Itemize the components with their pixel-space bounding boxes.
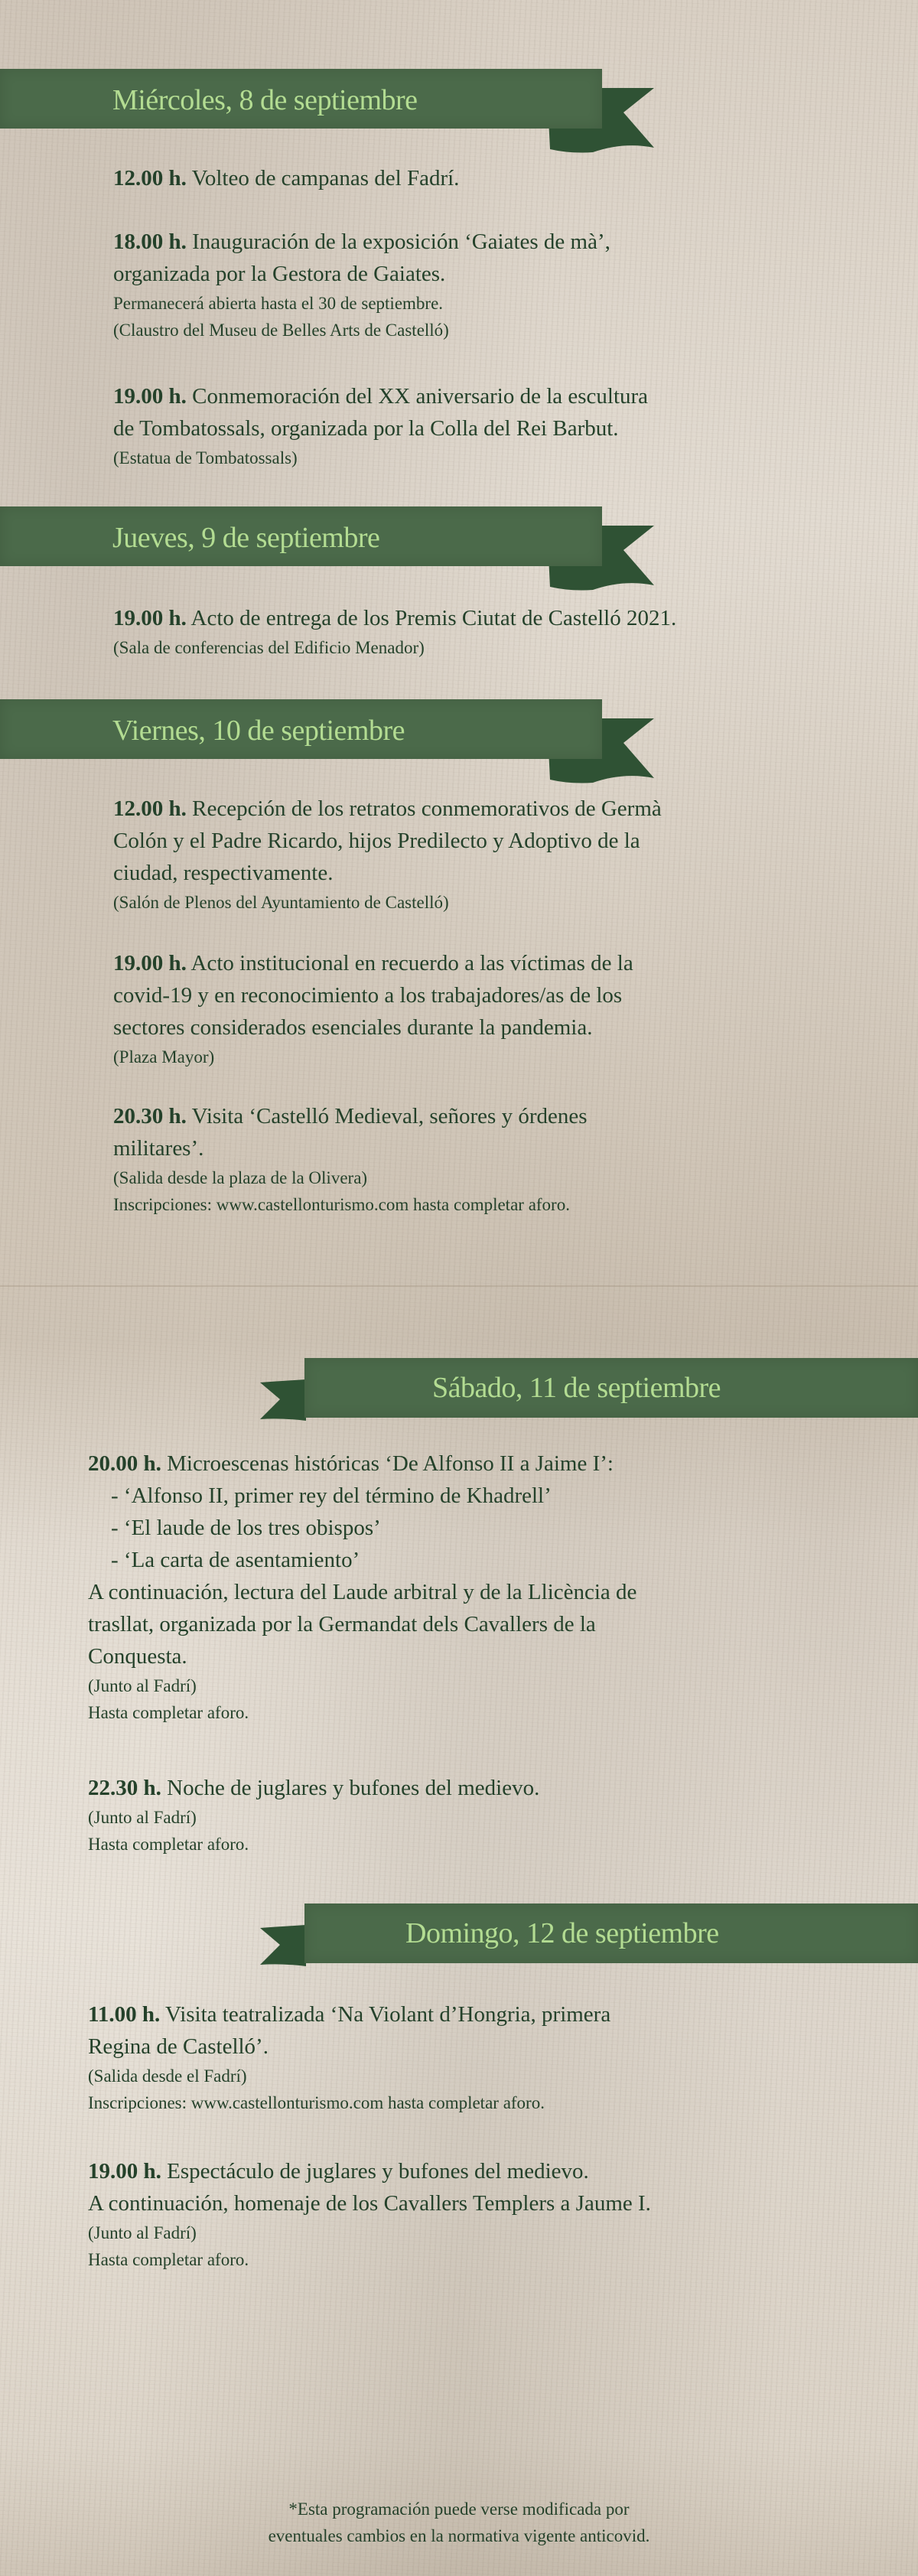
day-banner-miercoles xyxy=(0,69,658,153)
event-text: A continuación, lectura del Laude arbitral y de la Llicència de xyxy=(88,1580,637,1604)
event-time: 19.00 h. xyxy=(113,606,187,630)
event-location: (Junto al Fadrí) xyxy=(88,1808,197,1827)
event-text: Conmemoración del XX aniversario de la escultura xyxy=(192,384,649,409)
event-time: 20.30 h. xyxy=(113,1104,187,1128)
event-location: (Estatua de Tombatossals) xyxy=(113,448,298,467)
event-text: Regina de Castelló’. xyxy=(88,2034,269,2059)
event-note: Permanecerá abierta hasta el 30 de septiembre. xyxy=(113,294,444,313)
event-location: (Plaza Mayor) xyxy=(113,1047,215,1067)
paper-seam xyxy=(0,1285,918,1287)
event-text: Visita ‘Castelló Medieval, señores y órdenes xyxy=(191,1104,588,1128)
event-item xyxy=(88,1772,899,1858)
disclaimer-line: eventuales cambios en la normativa vigente anticovid. xyxy=(268,2526,650,2545)
event-time: 22.30 h. xyxy=(88,1776,161,1800)
event-text: de Tombatossals, organizada por la Colla del Rei Barbut. xyxy=(113,416,619,441)
footer-disclaimer xyxy=(0,2496,918,2549)
event-text: Microescenas históricas ‘De Alfonso II a Jaime I’: xyxy=(167,1451,614,1476)
event-item xyxy=(113,602,878,661)
event-text: organizada por la Gestora de Gaiates. xyxy=(113,262,446,286)
day-banner-domingo xyxy=(259,1904,918,1972)
event-time: 11.00 h. xyxy=(88,2002,161,2027)
event-text: trasllat, organizada por la Germandat dels Cavallers de la xyxy=(88,1612,596,1636)
event-location: (Sala de conferencias del Edificio Menador) xyxy=(113,638,425,657)
event-item xyxy=(113,380,878,471)
event-text: Conquesta. xyxy=(88,1644,187,1669)
event-text: A continuación, homenaje de los Cavallers Templers a Jaume I. xyxy=(88,2191,651,2216)
event-item xyxy=(88,1448,899,1726)
event-text: sectores considerados esenciales durante la pandemia. xyxy=(113,1015,593,1040)
event-location: (Salida desde el Fadrí) xyxy=(88,2066,247,2086)
event-location: (Salida desde la plaza de la Olivera) xyxy=(113,1168,368,1187)
event-text: Noche de juglares y bufones del medievo. xyxy=(167,1776,540,1800)
event-text: Recepción de los retratos conmemorativos de Germà xyxy=(192,796,662,821)
event-text: Espectáculo de juglares y bufones del medievo. xyxy=(167,2159,589,2184)
day-title: Miércoles, 8 de septiembre xyxy=(112,84,418,116)
scene-list-item: - ‘La carta de asentamiento’ xyxy=(111,1548,360,1572)
scene-list-item: - ‘El laude de los tres obispos’ xyxy=(111,1516,381,1540)
event-item xyxy=(88,2155,899,2273)
day-title: Viernes, 10 de septiembre xyxy=(112,715,405,747)
disclaimer-line: *Esta programación puede verse modificada por xyxy=(288,2499,630,2519)
event-text: militares’. xyxy=(113,1136,204,1161)
event-time: 12.00 h. xyxy=(113,166,187,191)
event-text: Volteo de campanas del Fadrí. xyxy=(191,166,460,191)
day-title: Domingo, 12 de septiembre xyxy=(405,1917,719,1949)
day-banner-viernes xyxy=(0,699,658,783)
event-text: Colón y el Padre Ricardo, hijos Predilecto y Adoptivo de la xyxy=(113,829,640,853)
event-note: Hasta completar aforo. xyxy=(88,1835,249,1854)
event-registration-link[interactable]: Inscripciones: www.castellonturismo.com hasta completar aforo. xyxy=(88,2093,545,2112)
event-location: (Junto al Fadrí) xyxy=(88,2223,197,2242)
ribbon-tail-icon xyxy=(259,1925,306,1966)
event-location: (Claustro del Museu de Belles Arts de Castelló) xyxy=(113,321,449,340)
day-title: Jueves, 9 de septiembre xyxy=(112,522,380,554)
event-item xyxy=(113,1100,894,1218)
event-text: ciudad, respectivamente. xyxy=(113,861,334,885)
event-text: covid-19 y en reconocimiento a los trabajadores/as de los xyxy=(113,983,623,1008)
event-time: 19.00 h. xyxy=(113,951,187,975)
event-item xyxy=(113,162,878,194)
event-item xyxy=(88,1998,899,2116)
event-registration-link[interactable]: Inscripciones: www.castellonturismo.com hasta completar aforo. xyxy=(113,1195,570,1214)
ribbon-tail-icon xyxy=(259,1379,306,1421)
day-title: Sábado, 11 de septiembre xyxy=(432,1372,721,1404)
event-time: 19.00 h. xyxy=(113,384,187,409)
day-banner-sabado xyxy=(259,1358,918,1427)
event-note: Hasta completar aforo. xyxy=(88,1703,249,1722)
event-item xyxy=(113,226,878,344)
event-note: Hasta completar aforo. xyxy=(88,2250,249,2269)
day-banner-jueves xyxy=(0,506,658,591)
event-text: Visita teatralizada ‘Na Violant d’Hongria, primera xyxy=(165,2002,611,2027)
event-text: Acto institucional en recuerdo a las víctimas de la xyxy=(190,951,633,975)
event-time: 18.00 h. xyxy=(113,230,187,254)
event-time: 19.00 h. xyxy=(88,2159,161,2184)
event-item xyxy=(113,793,894,916)
event-item xyxy=(113,947,894,1070)
event-location: (Salón de Plenos del Ayuntamiento de Castelló) xyxy=(113,893,449,912)
event-text: Inauguración de la exposición ‘Gaiates de mà’, xyxy=(192,230,610,254)
event-text: Acto de entrega de los Premis Ciutat de Castelló 2021. xyxy=(190,606,677,630)
event-location: (Junto al Fadrí) xyxy=(88,1676,197,1695)
scene-list-item: - ‘Alfonso II, primer rey del término de Khadrell’ xyxy=(111,1483,552,1508)
event-time: 12.00 h. xyxy=(113,796,187,821)
event-time: 20.00 h. xyxy=(88,1451,161,1476)
